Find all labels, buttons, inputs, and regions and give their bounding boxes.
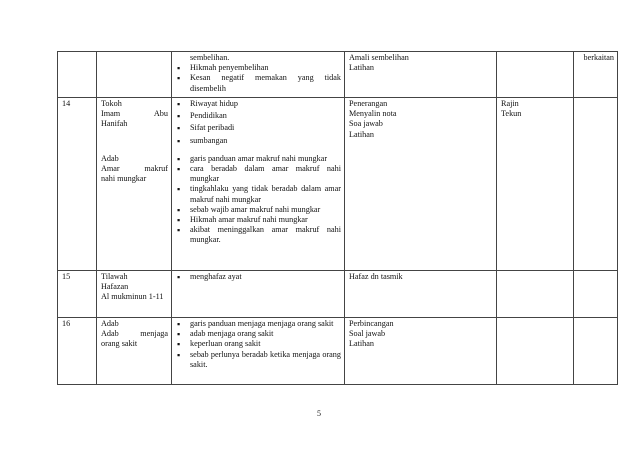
- topic-line: Amar makruf: [101, 163, 168, 173]
- method-item: Hafaz dn tasmik: [349, 272, 403, 281]
- row-number-cell: [58, 318, 97, 385]
- list-item: ▪ Pendidikan: [176, 111, 341, 121]
- list-item: ▪ keperluan orang sakit: [176, 339, 341, 349]
- method-item: Soa jawab: [349, 119, 383, 129]
- list-item: ▪ garis panduan amar makruf nahi mungkar: [176, 154, 341, 164]
- content-cell: [172, 52, 345, 98]
- notes-cell: [574, 318, 618, 385]
- methods-cell: [345, 318, 497, 385]
- method-item: Latihan: [349, 129, 375, 139]
- table-row: [58, 318, 618, 385]
- topic-line: Tilawah: [101, 272, 128, 281]
- list-item: ▪ cara beradab dalam amar makruf nahi mungkar: [176, 164, 341, 184]
- notes-cell: [574, 98, 618, 271]
- topic-line: Al mukminun 1-11: [101, 292, 164, 302]
- method-item: Soal jawab: [349, 329, 386, 339]
- topic-line: nahi mungkar: [101, 174, 147, 184]
- list-item: ▪ Sifat peribadi: [176, 123, 341, 133]
- values-cell: [497, 98, 574, 271]
- topic-cell: [97, 271, 172, 318]
- list-item: ▪ Hikmah amar makruf nahi mungkar: [176, 215, 341, 225]
- value-item: Tekun: [501, 109, 522, 119]
- row-number-cell: [58, 271, 97, 318]
- topic-cell: [97, 318, 172, 385]
- content-continuation: sembelihan.: [190, 53, 230, 62]
- list-item: ▪ tingkahlaku yang tidak beradab dalam amar makruf nahi mungkar: [176, 184, 341, 204]
- topic-line: Tokoh: [101, 99, 122, 108]
- topic-cell: [97, 52, 172, 98]
- method-item: Menyalin nota: [349, 109, 397, 119]
- notes-cell: [574, 271, 618, 318]
- table-row: [58, 98, 618, 271]
- method-item: Latihan: [349, 339, 375, 349]
- note-text: berkaitan: [583, 53, 614, 62]
- notes-cell: [574, 52, 618, 98]
- topic-line: Adab: [101, 319, 119, 328]
- list-item: ▪ Kesan negatif memakan yang tidak disembelih: [176, 73, 341, 93]
- method-item: Latihan: [349, 63, 375, 73]
- values-cell: [497, 318, 574, 385]
- table-row: [58, 52, 618, 98]
- method-item: Penerangan: [349, 99, 388, 108]
- topic-line: Adab menjaga: [101, 329, 168, 339]
- method-item: Perbincangan: [349, 319, 394, 328]
- content-cell: [172, 98, 345, 271]
- values-cell: [497, 52, 574, 98]
- methods-cell: [345, 52, 497, 98]
- row-number-cell: [58, 52, 97, 98]
- topic-line: Adab: [101, 153, 119, 163]
- method-item: Amali sembelihan: [349, 53, 409, 62]
- methods-cell: [345, 271, 497, 318]
- values-cell: [497, 271, 574, 318]
- list-item: ▪ akibat meninggalkan amar makruf nahi mungkar.: [176, 225, 341, 245]
- list-item: ▪ sumbangan: [176, 136, 341, 146]
- page-number: 5: [317, 409, 321, 418]
- topic-line: Hafazan: [101, 282, 129, 292]
- list-item: ▪ Hikmah penyembelihan: [176, 63, 341, 73]
- row-number-cell: [58, 98, 97, 271]
- row-number: 15: [62, 272, 71, 281]
- topic-cell: [97, 98, 172, 271]
- content-cell: [172, 271, 345, 318]
- list-item: ▪ sebab perlunya beradab ketika menjaga orang sakit.: [176, 350, 341, 370]
- row-number: 16: [62, 319, 71, 328]
- list-item: ▪ adab menjaga orang sakit: [176, 329, 341, 339]
- methods-cell: [345, 98, 497, 271]
- list-item: ▪ Riwayat hidup: [176, 99, 341, 109]
- content-cell: [172, 318, 345, 385]
- value-item: Rajin: [501, 99, 519, 108]
- topic-line: Hanifah: [101, 119, 128, 129]
- table-row: [58, 271, 618, 318]
- topic-line: orang sakit: [101, 339, 138, 349]
- list-item: ▪ menghafaz ayat: [176, 272, 341, 282]
- topic-line: Imam Abu: [101, 109, 168, 119]
- lesson-plan-table: [57, 51, 618, 385]
- list-item: ▪ sebab wajib amar makruf nahi mungkar: [176, 205, 341, 215]
- list-item: ▪ garis panduan menjaga menjaga orang sakit: [176, 319, 341, 329]
- row-number: 14: [62, 99, 71, 108]
